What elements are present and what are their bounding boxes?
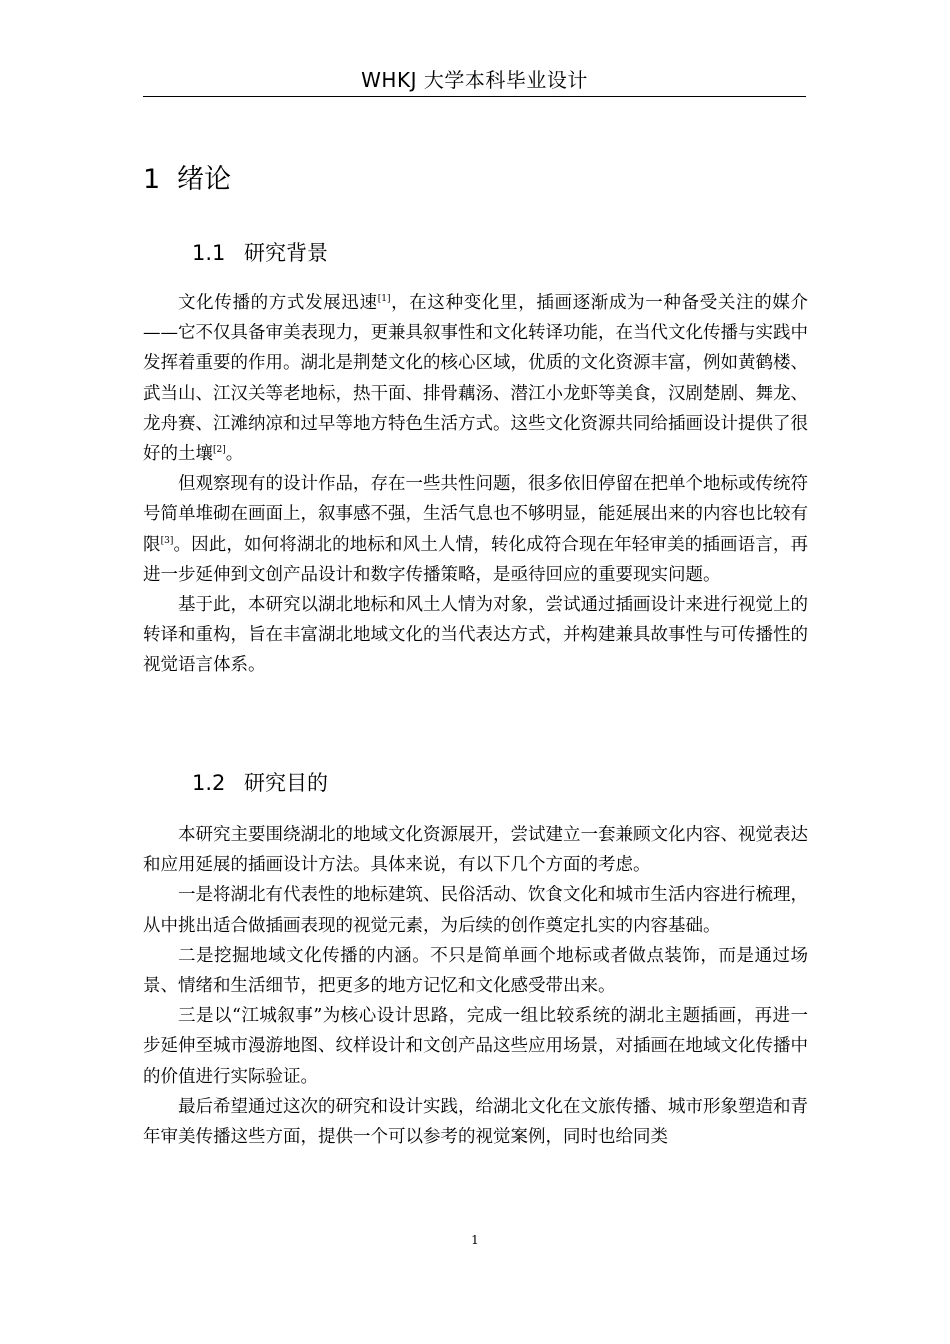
section-title-1-2 (192, 766, 328, 800)
section-title-1-1 (192, 236, 328, 270)
section-number: 1.2 (192, 771, 226, 795)
paragraph (143, 1092, 808, 1152)
chapter-title (143, 160, 231, 200)
text-run: 一是将湖北有代表性的地标建筑、民俗活动、饮食文化和城市生活内容进行梳理，从中挑出适合做插画表现的视觉元素，为后续的创作奠定扎实的内容基础。 (143, 885, 808, 936)
text-run: 最后希望通过这次的研究和设计实践，给湖北文化在文旅传播、城市形象塑造和青年审美传播这些方面，提供一个可以参考的视觉案例，同时也给同类 (143, 1096, 808, 1148)
paragraph (143, 590, 808, 681)
text-run: 本研究主要围绕湖北的地域文化资源展开，尝试建立一套兼顾文化内容、视觉表达和应用延展的插画设计方法。具体来说，有以下几个方面的考虑。 (143, 825, 808, 876)
citation-ref: [3] (160, 535, 174, 546)
paragraph (143, 820, 808, 880)
running-header: WHKJ 大学本科毕业设计 (361, 68, 588, 92)
header-rule (143, 96, 806, 97)
text-run: ，在这种变化里，插画逐渐成为一种备受关注的媒介——它不仅具备审美表现力，更兼具叙事性和文化转译功能，在当代文化传播与实践中发挥着重要的作用。湖北是荆楚文化的核心区域，优质的文化资源丰富，例如黄鹤楼、武当山、江汉关等老地标，热干面、排骨藕汤、潜江小龙虾等美食，汉剧楚剧、舞龙、龙舟赛、江滩纳凉和过早等地方特色生活方式。这些文化资源共同给插画设计提供了很好的土壤 (143, 293, 809, 465)
section-body-1-2 (143, 820, 808, 1152)
section-title-text: 研究目的 (244, 771, 328, 795)
text-run: 。因此，如何将湖北的地标和风土人情，转化成符合现在年轻审美的插画语言，再进一步延伸到文创产品设计和数字传播策略，是亟待回应的重要现实问题。 (143, 534, 809, 585)
section-body-1-1 (143, 288, 808, 681)
text-run: 二是挖掘地域文化传播的内涵。不只是简单画个地标或者做点装饰，而是通过场景、情绪和生活细节，把更多的地方记忆和文化感受带出来。 (143, 945, 808, 997)
paragraph (143, 880, 808, 940)
paragraph (143, 941, 808, 1001)
chapter-title-text: 绪论 (177, 164, 231, 195)
paragraph (143, 288, 808, 469)
text-run: 基于此，本研究以湖北地标和风土人情为对象，尝试通过插画设计来进行视觉上的转译和重构，旨在丰富湖北地域文化的当代表达方式，并构建兼具故事性与可传播性的视觉语言体系。 (143, 595, 808, 676)
citation-ref: [1] (377, 294, 391, 304)
text-run: 但观察现有的设计作品，存在一些共性问题，很多依旧停留在把单个地标或传统符号简单堆砌在画面上，叙事感不强，生活气息也不够明显，能延展出来的内容也比较有限 (143, 474, 808, 555)
paragraph (143, 469, 808, 590)
chapter-number: 1 (143, 164, 161, 195)
text-run: 。 (225, 444, 244, 465)
section-number: 1.1 (192, 241, 226, 265)
text-run: 三是以“江城叙事”为核心设计思路，完成一组比较系统的湖北主题插画，再进一步延伸至城市漫游地图、纹样设计和文创产品这些应用场景，对插画在地域文化传播中的价值进行实际验证。 (143, 1006, 808, 1087)
page-number: 1 (471, 1233, 479, 1247)
citation-ref: [2] (213, 445, 226, 456)
text-run: 文化传播的方式发展迅速 (178, 293, 378, 313)
section-title-text: 研究背景 (244, 241, 328, 265)
paragraph (143, 1001, 808, 1092)
